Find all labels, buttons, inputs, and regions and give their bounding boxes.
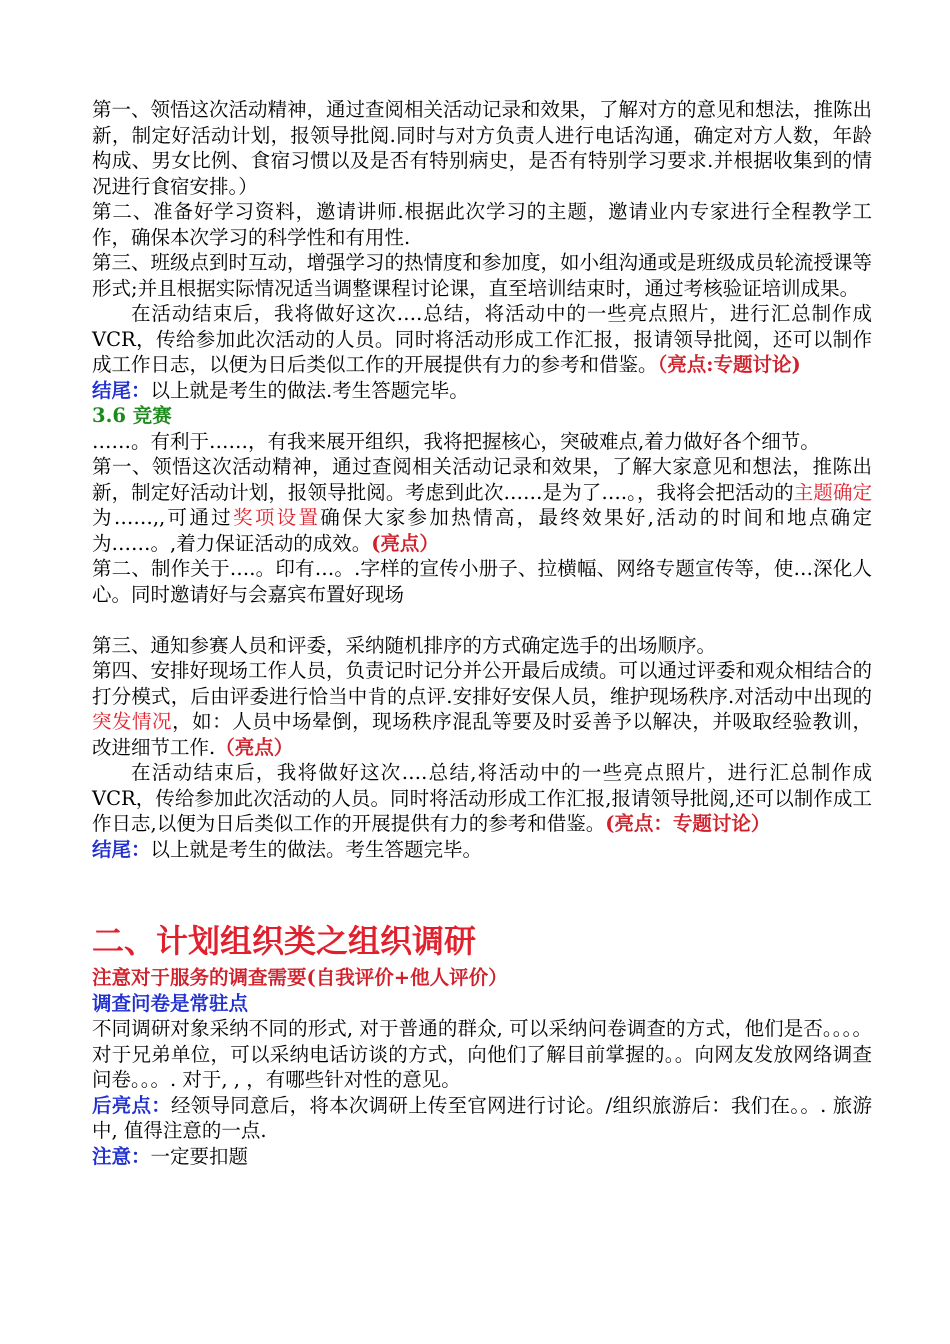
blank-line [92, 862, 872, 913]
paragraph: 不同调研对象采纳不同的形式, 对于普通的群众, 可以采纳问卷调查的方式，他们是否。。。。对于兄弟单位，可以采纳电话访谈的方式，向他们了解目前掌握的。。向网友发放网络调查问卷。。。. 对于, , ，有哪些针对性的意见。 [92, 1017, 872, 1091]
paragraph: 第二、准备好学习资料，邀请讲师.根据此次学习的主题，邀请业内专家进行全程教学工作，确保本次学习的科学性和有用性. [92, 200, 872, 249]
highlight-note: （亮点） [215, 735, 294, 759]
paragraph: 第一、领悟这次活动精神，通过查阅相关活动记录和效果，了解对方的意见和想法，推陈出新，制定好活动计划，报领导批阅.同时与对方负责人进行电话沟通，确定对方人数，年龄构成、男女比例、食宿习惯以及是否有特别病史，是否有特别学习要求.并根据收集到的情况进行食宿安排。） [92, 98, 873, 198]
section-heading: 3.6 竞赛 [92, 404, 172, 427]
paragraph-text: 第四、安排好现场工作人员，负责记时记分并公开最后成绩。可以通过评委和观众相结合的打分模式，后由评委进行恰当中肯的点评.安排好安保人员，维护现场秩序.对活动中出现的 [92, 659, 873, 708]
paragraph: 第三、通知参赛人员和评委，采纳随机排序的方式确定选手的出场顺序。 [92, 633, 717, 657]
paragraph-text: 在活动结束后，我将做好这次….总结，将活动中的一些亮点照片，进行汇总制作成 VCR，传给参加此次活动的人员。同时将活动形成工作汇报，报请领导批阅，还可以制作成工作日志，以便为日后类似工作的开展提供有力的参考和借鉴。 [92, 302, 872, 376]
paragraph [92, 454, 872, 556]
paragraph [92, 760, 872, 837]
ending-line [92, 378, 872, 404]
paragraph-text: 在活动结束后，我将做好这次….总结,将活动中的一些亮点照片，进行汇总制作成 VCR，传给参加此次活动的人员。同时将活动形成工作汇报,报请领导批阅,还可以制作成工作日志,以便为日后类似工作的开展提供有力的参考和借鉴。 [92, 761, 872, 835]
after-highlight-line [92, 1093, 872, 1144]
red-keyword: 奖项设置 [233, 506, 321, 529]
document-page [92, 97, 872, 1169]
ending-label: 结尾： [92, 378, 151, 402]
ending-label: 结尾： [92, 837, 151, 861]
highlight-note: (亮点：专题讨论） [605, 812, 771, 835]
paragraph: 第三、班级点到时互动，增强学习的热情度和参加度，如小组沟通或是班级成员轮流授课等形式;并且根据实际情况适当调整课程讨论课，直至培训结束时，通过考核验证培训成果。 [92, 251, 873, 300]
note-heading: 调查问卷是常驻点 [92, 991, 249, 1015]
note-heading: 注意对于服务的调查需要(自我评价+他人评价） [92, 966, 508, 989]
red-keyword: 突发情况 [92, 710, 173, 733]
paragraph-text: 第一、领悟这次活动精神，通过查阅相关活动记录和效果，了解大家意见和想法，推陈出新，制定好活动计划，报领导批阅。考虑到此次……是为了….。，我将会把活动的 [92, 455, 872, 504]
highlight-note: （亮点:专题讨论) [657, 353, 801, 376]
paragraph-text: 为……,,可通过 [92, 506, 233, 529]
attention-line [92, 1144, 872, 1170]
chapter-title: 二、计划组织类之组织调研 [92, 922, 477, 960]
paragraph-text: 确保大家参加热情高，最终效果好,活动的时间和地点确定为……。,着力保证活动的成效。 [92, 506, 872, 555]
paragraph: ……。有利于……，有我来展开组织，我将把握核心，突破难点,着力做好各个细节。 [92, 429, 820, 453]
blank-line [92, 607, 872, 633]
paragraph [92, 301, 872, 378]
paragraph [92, 658, 872, 760]
ending-line [92, 837, 872, 863]
red-keyword: 主题确定 [793, 480, 872, 504]
ending-text: 以上就是考生的做法.考生答题完毕。 [150, 378, 469, 402]
attention-label: 注意： [92, 1144, 151, 1168]
highlight-note: (亮点） [371, 531, 439, 555]
paragraph-text: ，如：人员中场晕倒，现场秩序混乱等要及时妥善予以解决，并吸取经验教训，改进细节工作. [92, 710, 872, 759]
paragraph: 第二、制作关于….。印有…。.字样的宣传小册子、拉横幅、网络专题宣传等，使…深化人心。同时邀请好与会嘉宾布置好现场 [92, 557, 872, 606]
after-label: 后亮点： [92, 1093, 172, 1117]
attention-text: 一定要扣题 [150, 1144, 249, 1168]
ending-text: 以上就是考生的做法。考生答题完毕。 [150, 837, 483, 861]
after-text: 经领导同意后，将本次调研上传至官网进行讨论。/组织旅游后：我们在。。. 旅游中, 值得注意的一点. [92, 1093, 872, 1142]
